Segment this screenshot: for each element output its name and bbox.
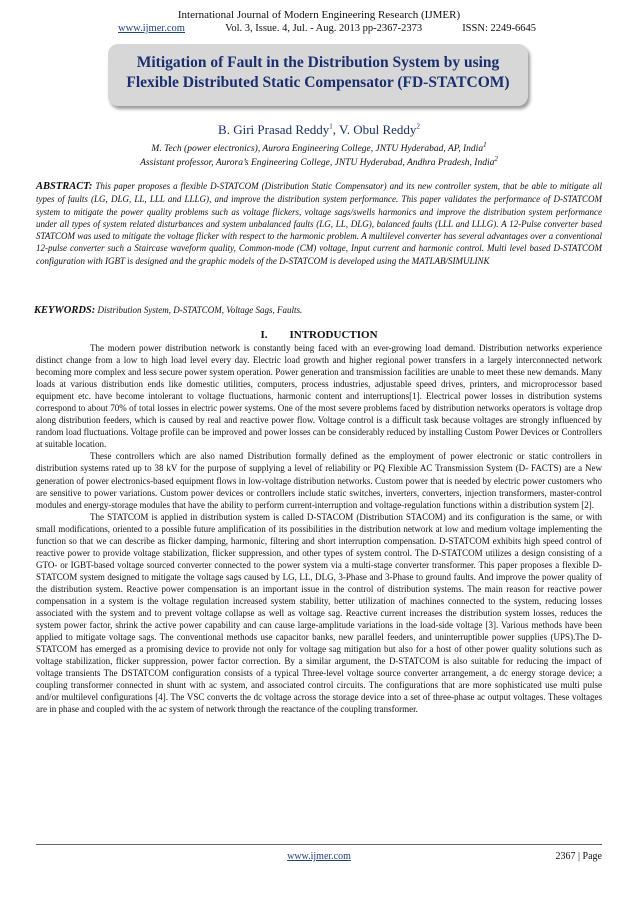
affiliation-2 (0, 155, 638, 168)
page-number: 2367 | Page (555, 851, 602, 862)
footer-website-link[interactable]: www.ijmer.com (287, 851, 351, 862)
author-1-sup: 1 (329, 122, 333, 131)
author-2: V. Obul Reddy (339, 122, 417, 137)
issn: ISSN: 2249-6645 (462, 23, 536, 34)
paper-title-line-1: Mitigation of Fault in the Distribution System by using (136, 54, 500, 71)
volume-info: Vol. 3, Issue. 4, Jul. - Aug. 2013 pp-2367-2373 (225, 23, 423, 34)
author-2-sup: 2 (416, 122, 420, 131)
author-separator: , (332, 122, 340, 137)
section-heading (0, 329, 638, 341)
paper-title-box (108, 44, 528, 106)
section-number: I. (260, 329, 268, 341)
journal-name: International Journal of Modern Engineering Research (IJMER) (177, 9, 461, 21)
journal-meta (118, 23, 536, 34)
keywords-label: KEYWORDS: (34, 305, 96, 316)
affiliation-1-sup: 1 (483, 141, 487, 149)
journal-website-link[interactable]: www.ijmer.com (118, 23, 185, 34)
affiliation-1 (0, 141, 638, 154)
abstract (36, 180, 602, 267)
footer-divider (36, 844, 602, 845)
paragraph: The modern power distribution network is constantly being faced with an ever-growing load demand. Distribution networks experience distinct change from a low to high load level every day. Electric load growth and higher regional power transfers in a largely interconnected network becoming more complex and less secure power system operation. Power generation and transmission facilities are unable to meet these new demands. Many loads at various distribution ends like domestic utilities, computers, process industries, adjustable speed drives, printers, and microprocessor based equipment etc. have become intolerant to voltage fluctuations, harmonic content and interruptions[1]. Electrical power losses in distribution systems correspond to about 70% of total losses in electric power systems. One of the most severe problems faced by distribution networks operators is voltage drop along distribution feeders, which is caused by real and reactive power flow. Voltage control is a difficult task because voltages are strongly influenced by random load fluctuations. Voltage profile can be improved and power losses can be considerably reduced by installing Custom Power Devices or Controllers at suitable location. (36, 343, 602, 450)
author-1: B. Giri Prasad Reddy (218, 122, 330, 137)
author-list (0, 122, 638, 138)
abstract-label: ABSTRACT: (36, 181, 93, 192)
introduction-body (36, 342, 602, 715)
keywords (34, 305, 604, 316)
paragraph: These controllers which are also named Distribution formally defined as the employment of power electronic or static controllers in distribution systems rated up to 38 kV for the purpose of supplying a level of reliability or PQ Flexible AC Transmission System (D- FACTS) are a New generation of power electronics-based equipment flows in low-voltage distribution networks. Custom power that is needed by electric power customers who are sensitive to power variations. Custom power devices or controllers include static switches, inverters, converters, injection transformers, master-control modules and energy-storage modules that have the ability to perform current-interruption and voltage-regulation functions within a distribution system [2]. (36, 451, 602, 510)
keywords-text: Distribution System, D-STATCOM, Voltage Sags, Faults. (97, 305, 303, 315)
section-title: INTRODUCTION (289, 329, 378, 341)
paragraph: The STATCOM is applied in distribution system is called D-STACOM (Distribution STACOM) and its configuration is the same, or with small modifications, oriented to a possible future amplification of its possibilities in the distribution network at low and medium voltage implementing the function so that we can describe as flicker damping, harmonic, filtering and short interruption compensation. D-STATCOM exhibits high speed control of reactive power to provide voltage stabilization, flicker suppression, and other types of system control. The D-STATCOM utilizes a design consisting of a GTO- or IGBT-based voltage sourced converter connected to the power system via a multi-stage converter transformer. This paper proposes a flexible D-STATCOM system designed to mitigate the voltage sags caused by LG, LL, DLG, 3-Phase and 3-Phase to ground faults. And improve the power quality of the distribution system. Reactive power compensation is an important issue in the control of distribution systems. The main reason for reactive power compensation in a system is the voltage regulation increased system stability, better utilization of machines connected to the system, reducing losses associated with the system and to prevent voltage collapse as well as voltage sag. Reactive current increases the distribution system losses, reduces the system power factor, shrink the active power capability and can cause large-amplitude variations in the load-side voltage [3]. Various methods have been applied to mitigate voltage sags. The conventional methods use capacitor banks, new parallel feeders, and uninterruptible power supplies (UPS).The D-STATCOM has emerged as a promising device to provide not only for voltage sag mitigation but also for a host of other power quality solutions such as voltage stabilization, flicker suppression, power factor correction. By a similar argument, the D-STATCOM is also suitable for reducing the impact of voltage transients The DSTATCOM configuration consists of a typical Three-level voltage source converter arrangement, a dc energy storage device; a coupling transformer connected in shunt with ac system, and associated control circuits. The configurations that are more sophisticated use multi pulse and/or multilevel configurations [4]. The VSC converts the dc voltage across the storage device into a set of three-phase ac output voltages. These voltages are in phase and coupled with the ac system of network through the reactance of the coupling transformer. (36, 511, 602, 715)
affiliation-1-text: M. Tech (power electronics), Aurora Engineering College, JNTU Hyderabad, AP, India (151, 144, 484, 155)
affiliation-2-sup: 2 (494, 155, 498, 163)
paper-title-line-2: Flexible Distributed Static Compensator (FD-STATCOM) (126, 74, 510, 91)
abstract-text: This paper proposes a flexible D-STATCOM (Distribution Static Compensator) and its new controller system, that be able to mitigate all types of faults (LG, DLG, LL, LLL and LLLG), and improve the distribution system performance. This paper validates the performance of D-STATCOM system to mitigate the power quality problems such as voltage flickers, voltage sags/swells harmonics and improve the distribution system performance under all types of system related disturbances and system unbalanced faults (LG, LL, DLG), balanced faults (LLL and LLLG). A 12-Pulse converter based STATCOM was used to mitigate the voltage flicker with respect to the harmonic problem. A multilevel converter has several advantages over a conventional 12-pulse converter such a Staircase waveform quality, Common-mode (CM) voltage, Input current and harmonic control. Multi level based D-STATCOM configuration with IGBT is designed and the graphic models of the D-STATCOM is developed using the MATLAB/SIMULINK (36, 181, 603, 266)
affiliation-2-text: Assistant professor, Aurora’s Engineering College, JNTU Hyderabad, Andhra Pradesh, India (140, 158, 495, 169)
